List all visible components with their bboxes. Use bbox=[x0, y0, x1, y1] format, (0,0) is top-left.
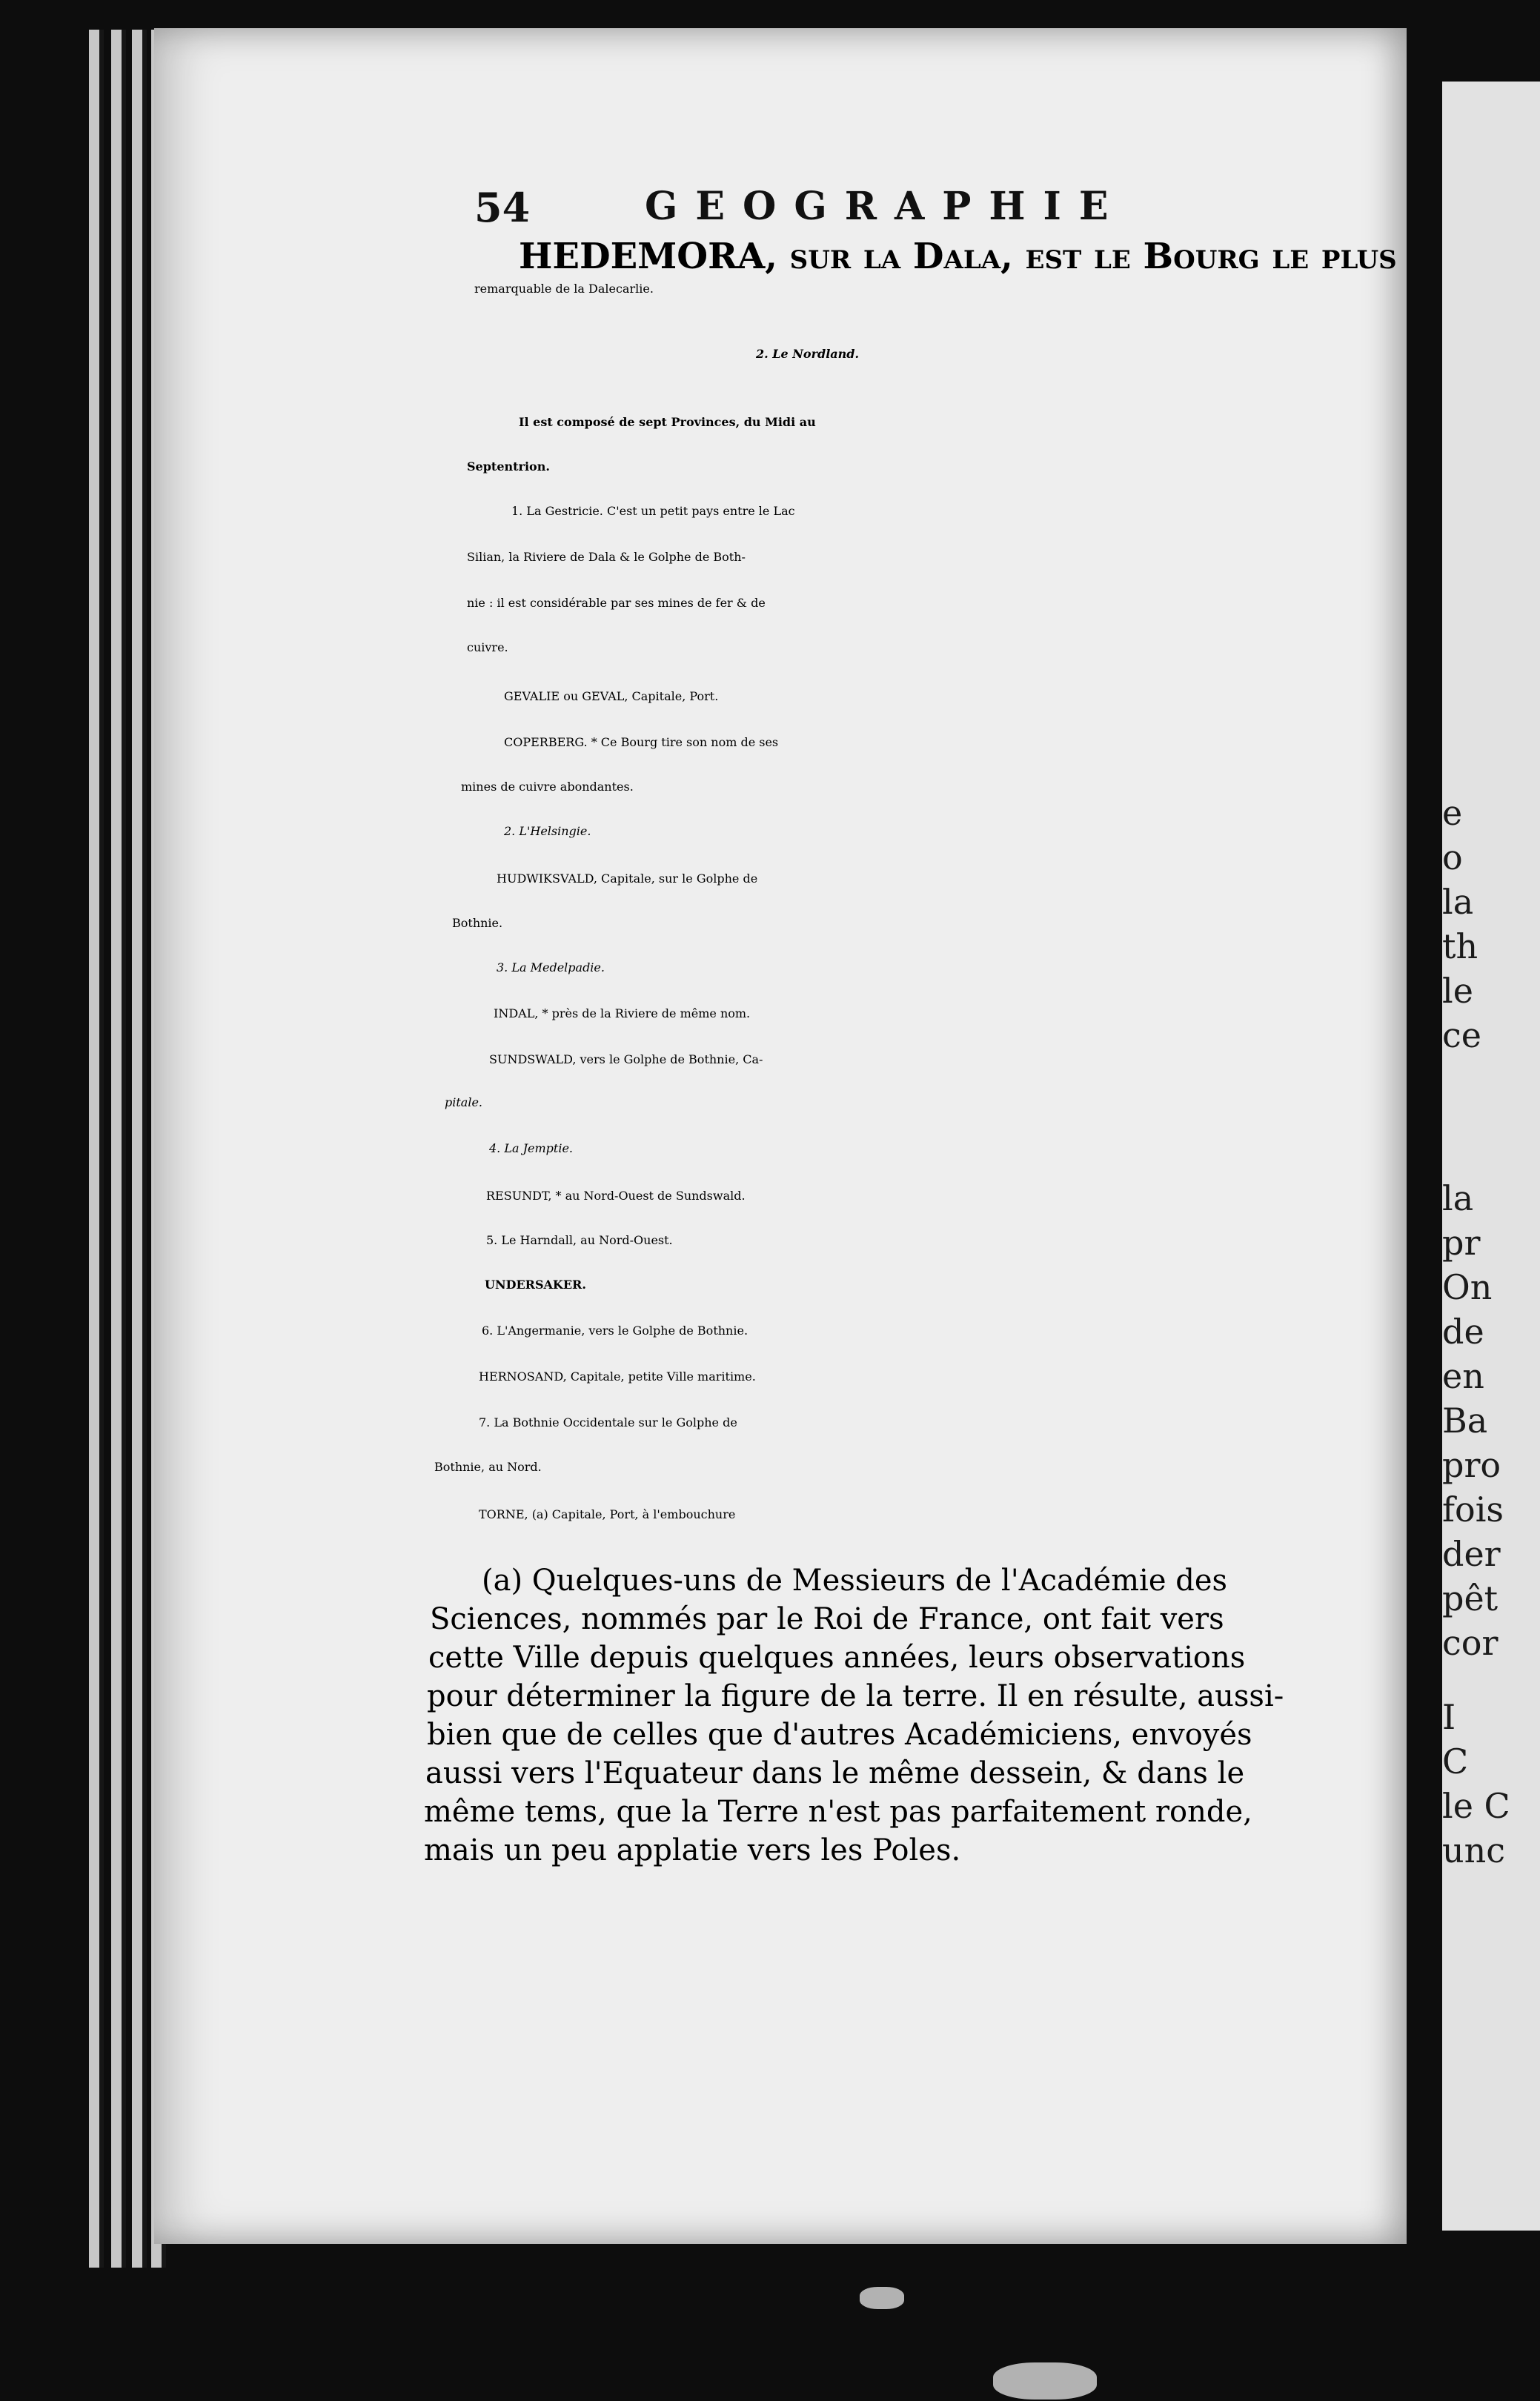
text-line: RESUNDT, * au Nord-Ouest de Sundswald. bbox=[486, 1189, 746, 1203]
facing-fragment: pr bbox=[1442, 1223, 1481, 1263]
facing-fragment: pro bbox=[1442, 1445, 1501, 1485]
facing-fragment: On bbox=[1442, 1267, 1493, 1307]
text-line: 5. Le Harndall, au Nord-Ouest. bbox=[486, 1233, 673, 1247]
footnote-line: mais un peu applatie vers les Poles. bbox=[424, 1833, 961, 1867]
footnote-line: cette Ville depuis quelques années, leurs observations bbox=[428, 1641, 1246, 1675]
facing-page-edge bbox=[1442, 82, 1540, 2231]
facing-fragment: Ba bbox=[1442, 1401, 1488, 1441]
facing-fragment: la bbox=[1442, 1178, 1474, 1218]
text-line: Bothnie. bbox=[452, 916, 503, 930]
text-line: UNDERSAKER. bbox=[485, 1278, 586, 1292]
footnote-line: Sciences, nommés par le Roi de France, ont fait vers bbox=[430, 1602, 1224, 1636]
facing-fragment: de bbox=[1442, 1312, 1484, 1352]
text-line: Bothnie, au Nord. bbox=[434, 1460, 542, 1474]
facing-fragment: e bbox=[1442, 793, 1463, 833]
text-line: 7. La Bothnie Occidentale sur le Golphe de bbox=[479, 1415, 737, 1429]
facing-fragment: la bbox=[1442, 882, 1474, 922]
facing-fragment: unc bbox=[1442, 1830, 1506, 1870]
text-line: HEDEMORA, sur la Dala, est le Bourg le plus bbox=[519, 236, 1397, 277]
paper-speck bbox=[993, 2362, 1097, 2400]
facing-fragment: le C bbox=[1442, 1786, 1510, 1826]
facing-fragment: cor bbox=[1442, 1623, 1498, 1663]
text-line: HERNOSAND, Capitale, petite Ville maritime. bbox=[479, 1369, 756, 1384]
section-heading: 2. Le Nordland. bbox=[756, 347, 860, 361]
text-line: 1. La Gestricie. C'est un petit pays entre le Lac bbox=[511, 504, 795, 518]
text-line: INDAL, * près de la Riviere de même nom. bbox=[494, 1006, 751, 1020]
text-line: 4. La Jemptie. bbox=[489, 1141, 573, 1155]
running-head: GEOGRAPHIE bbox=[645, 184, 1126, 229]
text-line: cuivre. bbox=[467, 640, 508, 654]
text-line: SUNDSWALD, vers le Golphe de Bothnie, Ca- bbox=[489, 1052, 763, 1066]
facing-fragment: pêt bbox=[1442, 1578, 1498, 1618]
facing-fragment: o bbox=[1442, 837, 1463, 877]
text-line: HUDWIKSVALD, Capitale, sur le Golphe de bbox=[497, 871, 758, 886]
footnote-line: bien que de celles que d'autres Académiciens, envoyés bbox=[427, 1718, 1252, 1752]
text-line: remarquable de la Dalecarlie. bbox=[474, 282, 654, 296]
text-line: Septentrion. bbox=[467, 459, 550, 474]
text-line: TORNE, (a) Capitale, Port, à l'embouchure bbox=[479, 1507, 736, 1521]
page-number: 54 bbox=[474, 184, 531, 231]
facing-fragment: le bbox=[1442, 971, 1473, 1011]
text-line: COPERBERG. * Ce Bourg tire son nom de ses bbox=[504, 735, 779, 749]
facing-fragment: I bbox=[1442, 1697, 1456, 1737]
text-line: mines de cuivre abondantes. bbox=[461, 780, 634, 794]
facing-fragment: ce bbox=[1442, 1015, 1481, 1055]
facing-fragment: der bbox=[1442, 1534, 1501, 1574]
facing-fragment: th bbox=[1442, 926, 1478, 966]
text-line: 2. L'Helsingie. bbox=[504, 824, 591, 838]
text-line: Silian, la Riviere de Dala & le Golphe de Both- bbox=[467, 550, 746, 564]
facing-fragment: fois bbox=[1442, 1490, 1504, 1530]
footnote-line: pour déterminer la figure de la terre. Il en résulte, aussi- bbox=[427, 1679, 1284, 1713]
text-line: 6. L'Angermanie, vers le Golphe de Bothnie. bbox=[482, 1324, 749, 1338]
footnote-line: (a) Quelques-uns de Messieurs de l'Académie des bbox=[482, 1564, 1228, 1598]
text-line: nie : il est considérable par ses mines de fer & de bbox=[467, 596, 766, 610]
text-line: 3. La Medelpadie. bbox=[497, 960, 605, 974]
paper-speck bbox=[860, 2287, 904, 2309]
text-line: pitale. bbox=[445, 1095, 482, 1109]
text-line: Il est composé de sept Provinces, du Midi au bbox=[519, 415, 816, 429]
footnote-line: aussi vers l'Equateur dans le même dessein, & dans le bbox=[425, 1756, 1245, 1790]
footnote-line: même tems, que la Terre n'est pas parfaitement ronde, bbox=[424, 1795, 1252, 1829]
facing-fragment: C bbox=[1442, 1741, 1469, 1781]
text-line: GEVALIE ou GEVAL, Capitale, Port. bbox=[504, 689, 719, 703]
facing-fragment: en bbox=[1442, 1356, 1484, 1396]
